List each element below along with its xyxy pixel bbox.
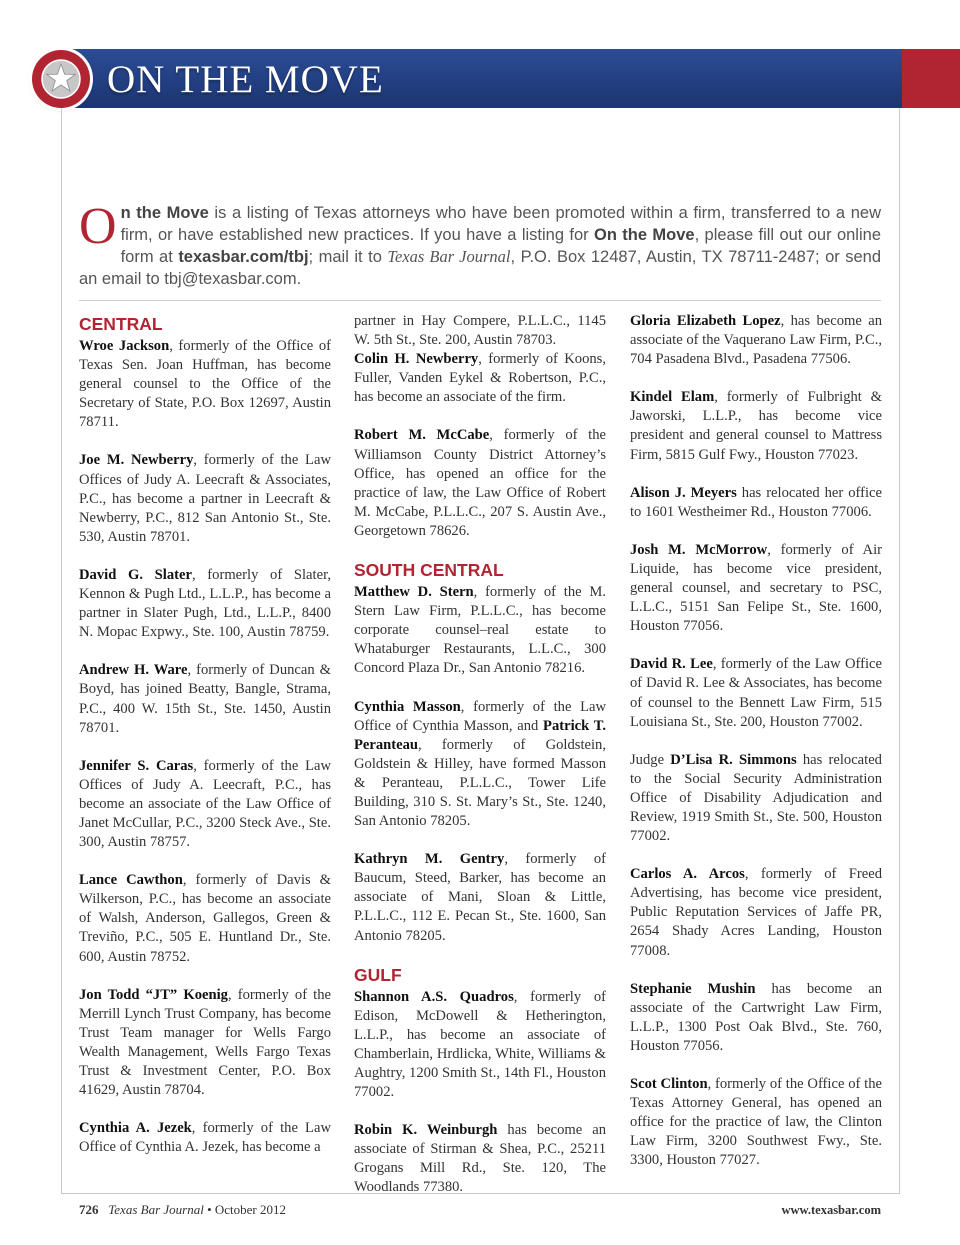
listing-item: David R. Lee, formerly of the Law Office of David R. Lee & Associates, has become of counsel to the Bennett Law Firm, 515 Louisiana St., Ste. 200, Houston 77002.	[630, 656, 882, 730]
intro-feature-name: On the Move	[593, 225, 695, 244]
section-heading-gulf: GULF	[354, 964, 402, 985]
drop-cap: O	[79, 198, 117, 255]
column-1	[79, 312, 331, 1157]
listing-item: Alison J. Meyers has relocated her office to 1601 Westheimer Rd., Houston 77006.	[630, 484, 882, 520]
listing-item: Scot Clinton, formerly of the Office of the Texas Attorney General, has opened an office for the practice of law, the Clinton Law Firm, 3200 Southwest Fwy., Ste. 3300, Houston 77027.	[630, 1076, 882, 1169]
listing-item: Judge D’Lisa R. Simmons has relocated to the Social Security Administration Office of Disability Adjudication and Review, 1919 Smith St., Ste. 500, Houston 77002.	[630, 751, 882, 845]
page-title: ON THE MOVE	[107, 58, 384, 101]
listing-item: Carlos A. Arcos, formerly of Freed Advertising, has become vice president, Public Reputation Services of Jaffe PR, 2654 Shady Acres Landing, Houston 77008.	[630, 866, 882, 959]
header-accent-block	[902, 49, 960, 108]
listing-item: Lance Cawthon, formerly of Davis & Wilkerson, P.C., has become an associate of Walsh, Anderson, Gallegos, Green & Treviño, P.C., 505 E. Huntland Dr., Ste. 600, Austin 78752.	[79, 872, 331, 965]
footer-date: October 2012	[214, 1202, 287, 1217]
listing-item: Robin K. Weinburgh has become an associate of Stirman & Shea, P.C., 25211 Grogans Mill Rd., Ste. 120, The Woodlands 77380.	[354, 1122, 606, 1196]
page-number: 726	[79, 1202, 99, 1217]
listing-item: Cynthia A. Jezek, formerly of the Law Office of Cynthia A. Jezek, has become a	[79, 1120, 331, 1156]
listing-item: David G. Slater, formerly of Slater, Kennon & Pugh Ltd., L.L.P., has become a partner in Slater Pugh, Ltd., L.L.P., 8400 N. Mopac Expwy., Ste. 100, Austin 78759.	[79, 566, 331, 641]
listing-item: Kathryn M. Gentry, formerly of Baucum, Steed, Barker, has become an associate of Mani, Sloan & Little, P.L.L.C., 112 E. Pecan St., Ste. 1600, San Antonio 78205.	[354, 851, 606, 944]
listing-item: Shannon A.S. Quadros, formerly of Edison, McDowell & Hetherington, L.L.P., has become an associate of Chamberlain, Hrdlicka, White, Williams & Aughtry, 1200 Smith St., 14th Fl., Houston 77002.	[354, 988, 606, 1101]
footer-journal-name: Texas Bar Journal	[108, 1202, 204, 1217]
page-footer	[79, 1201, 881, 1219]
listing-item: Jon Todd “JT” Koenig, formerly of the Merrill Lynch Trust Company, has become Trust Team manager for Wells Fargo Wealth Management, Wells Fargo Texas Trust & Investment Center, P.O. Box 41629, Austin 78704.	[79, 986, 331, 1099]
intro-journal-name: Texas Bar Journal	[387, 247, 511, 266]
section-heading-central: CENTRAL	[79, 314, 163, 334]
column-3	[630, 312, 882, 1170]
intro-lead: n the Move	[120, 204, 209, 222]
listing-item-continued: partner in Hay Compere, P.L.L.C., 1145 W. 5th St., Ste. 200, Austin 78703.	[354, 313, 606, 349]
listing-item: Jennifer S. Caras, formerly of the Law Offices of Judy A. Leecraft, P.C., has become an associate of the Law Office of Janet McCullar, P.C., 3200 Steck Ave., Ste. 300, Austin 78757.	[79, 757, 332, 851]
listing-item: Cynthia Masson, formerly of the Law Office of Cynthia Masson, and Patrick T. Peranteau, formerly of Goldstein, Goldstein & Hilley, have formed Masson & Peranteau, P.L.L.C., Tower Life Building, 310 S. St. Mary’s St., Ste. 1240, San Antonio 78205.	[354, 698, 606, 830]
footer-website-link[interactable]: www.texasbar.com	[781, 1203, 881, 1217]
listing-item: Matthew D. Stern, formerly of the M. Stern Law Firm, P.L.L.C., has become corporate counsel–real estate to Whataburger Restaurants, L.L.C., 300 Concord Plaza Dr., San Antonio 78216.	[354, 584, 606, 677]
column-2	[354, 312, 606, 1217]
listing-item: Kindel Elam, formerly of Fulbright & Jaworski, L.L.P., has become vice president and general counsel to Mattress Firm, 5815 Gulf Fwy., Houston 77023.	[630, 389, 883, 463]
listing-item: Robert M. McCabe, formerly of the Williamson County District Attorney’s Office, has opened an office for the practice of law, the Law Office of Robert M. McCabe, P.L.L.C., 207 S. Austin Ave., Georgetown 78626.	[354, 427, 606, 539]
intro-web-link[interactable]: texasbar.com/tbj	[178, 248, 309, 266]
listing-item: Josh M. McMorrow, formerly of Air Liquide, has become vice president, general counsel, and secretary to PSC, L.L.C., 5151 San Felipe St., Ste. 1600, Houston 77056.	[630, 541, 882, 635]
section-heading-south-central: SOUTH CENTRAL	[354, 560, 504, 581]
star-icon	[32, 50, 90, 108]
listing-item: Gloria Elizabeth Lopez, has become an associate of the Vaquerano Law Firm, P.C., 704 Pasadena Blvd., Pasadena 77506.	[630, 313, 882, 368]
intro-paragraph: On the Move is a listing of Texas attorneys who have been promoted within a firm, transferred to a new firm, or have established new practices. If you have a listing for On the Move, please fill out our online form at texasbar.com/tbj; mail it to Texas Bar Journal, P.O. Box 12487, Austin, TX 78711-2487; or send an email to tbj@texasbar.com.	[79, 198, 882, 288]
listing-item: Wroe Jackson, formerly of the Office of Texas Sen. Joan Huffman, has become general counsel to the Office of the Secretary of State, P.O. Box 12697, Austin 78711.	[79, 338, 331, 431]
divider	[79, 300, 881, 301]
footer-bullet: •	[207, 1202, 212, 1217]
listing-item: Stephanie Mushin has become an associate of the Cartwright Law Firm, L.L.P., 1300 Post Oak Blvd., Ste. 760, Houston 77056.	[630, 980, 882, 1054]
listing-item: Joe M. Newberry, formerly of the Law Offices of Judy A. Leecraft & Associates, P.C., has become a partner in Leecraft & Newberry, P.C., 812 San Antonio St., Ste. 530, Austin 78701.	[79, 452, 331, 545]
listing-item: Andrew H. Ware, formerly of Duncan & Boyd, has joined Beatty, Bangle, Strama, P.C., 400 W. 15th St., Ste. 1450, Austin 78701.	[79, 662, 331, 736]
listing-item: Colin H. Newberry, formerly of Koons, Fuller, Vanden Eykel & Robertson, P.C., has become an associate of the firm.	[354, 351, 606, 406]
